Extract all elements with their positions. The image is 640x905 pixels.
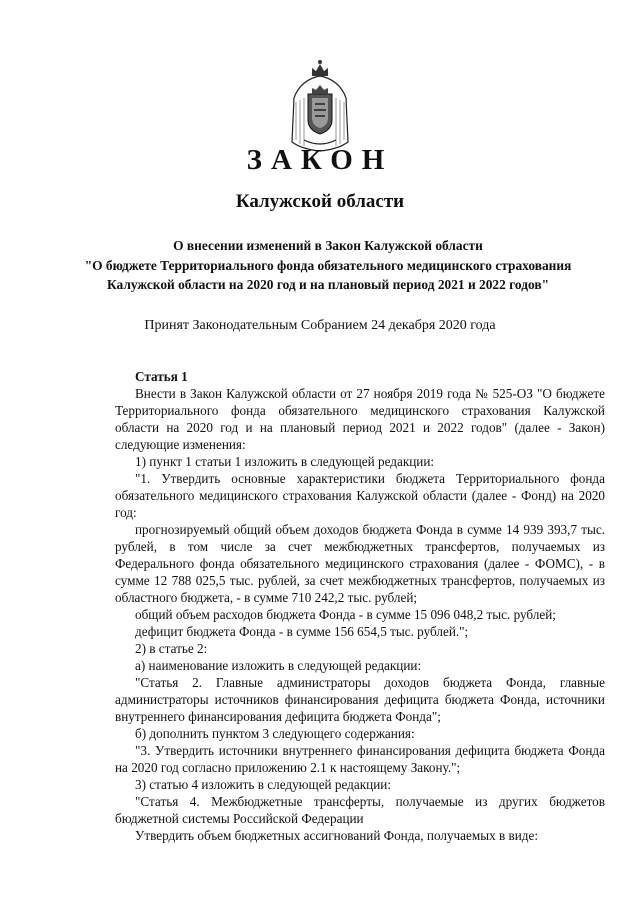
paragraph: общий объем расходов бюджета Фонда - в сумме 15 096 048,2 тыс. рублей; [135,607,556,622]
law-name-line-2: "О бюджете Территориального фонда обязательного медицинского страхования [84,257,572,273]
paragraph: б) дополнить пунктом 3 следующего содержания: [135,726,415,741]
paragraph: а) наименование изложить в следующей редакции: [135,658,422,673]
paragraph: 1) пункт 1 статьи 1 изложить в следующей редакции: [135,454,435,469]
document-subtitle: Калужской области [235,191,405,212]
document-title: ЗАКОН [246,144,394,176]
article-heading: Статья 1 [135,369,188,384]
paragraph: Внести в Закон Калужской области от 27 ноября 2019 года № 525-ОЗ "О бюджете Территориального фонда обязательного медицинского страхования Калужской области на 2020 год и на плановый период 2021 и 2022 годов" (далее - Закон) следующие изменения: [115,386,605,452]
paragraph: "Статья 4. Межбюджетные трансферты, получаемые из других бюджетов бюджетной системы Российской Федерации [115,794,605,826]
law-name [60,236,596,295]
paragraph: "1. Утвердить основные характеристики бюджета Территориального фонда обязательного медицинского страхования Калужской области (далее - Фонд) на 2020 год: [115,471,605,520]
law-name-line-3: Калужской области на 2020 год и на плановый период 2021 и 2022 годов" [107,277,549,292]
paragraph: Утвердить объем бюджетных ассигнований Фонда, получаемых в виде: [135,828,539,843]
coat-of-arms-icon [290,58,350,154]
paragraph: дефицит бюджета Фонда - в сумме 156 654,5 тыс. рублей."; [135,624,469,639]
document-body [115,368,605,844]
adoption-note: Принят Законодательным Собранием 24 декабря 2020 года [144,318,496,333]
law-name-line-1: О внесении изменений в Закон Калужской области [173,238,483,253]
paragraph: "3. Утвердить источники внутреннего финансирования дефицита бюджета Фонда на 2020 год согласно приложению 2.1 к настоящему Закону."; [115,743,605,775]
paragraph: 3) статью 4 изложить в следующей редакции: [135,777,391,792]
paragraph: прогнозируемый общий объем доходов бюджета Фонда в сумме 14 939 393,7 тыс. рублей, в том числе за счет межбюджетных трансфертов, получаемых из Федерального фонда обязательного медицинского страхования (далее - ФОМС), - в сумме 12 788 025,5 тыс. рублей, за счет межбюджетных трансфертов, получаемых из областного бюджета, - в сумме 710 242,2 тыс. рублей; [115,522,605,605]
paragraph: "Статья 2. Главные администраторы доходов бюджета Фонда, главные администраторы источников финансирования дефицита бюджета Фонда, источники внутреннего финансирования дефицита бюджета Фонда"; [115,675,605,724]
paragraph: 2) в статье 2: [135,641,208,656]
